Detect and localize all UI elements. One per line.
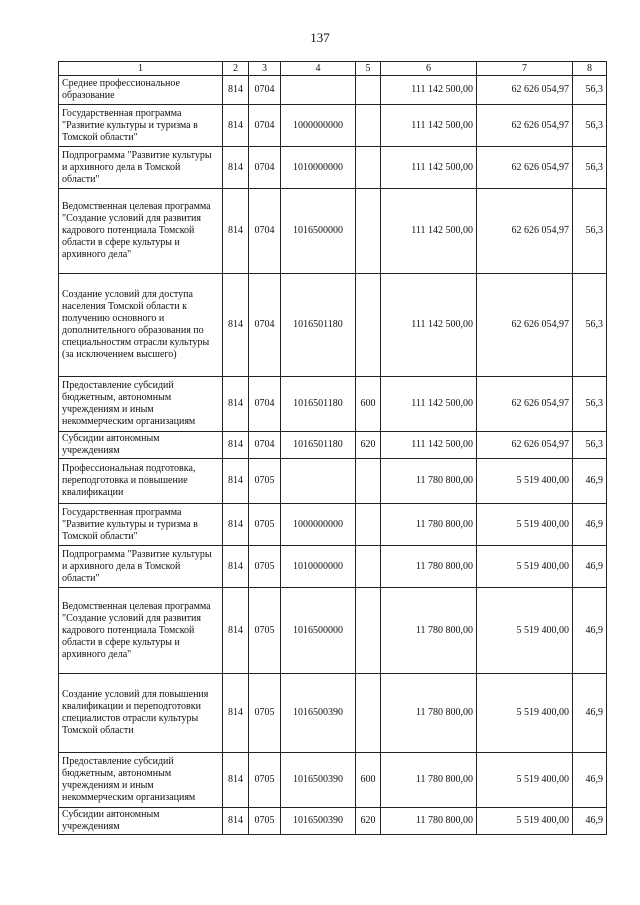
table-row xyxy=(59,76,607,105)
cell-col5 xyxy=(356,546,381,588)
row-name: Предоставление субсидий бюджетным, автономным учреждениям и иным некоммерческим организациям xyxy=(59,753,223,808)
cell-col6: 111 142 500,00 xyxy=(381,189,477,274)
cell-col3: 0705 xyxy=(249,546,281,588)
row-name: Ведомственная целевая программа "Создание условий для развития кадрового потенциала Томской области в сфере культуры и архивного дела" xyxy=(59,189,223,274)
cell-col7: 5 519 400,00 xyxy=(477,504,573,546)
cell-col6: 11 780 800,00 xyxy=(381,588,477,674)
cell-col7: 62 626 054,97 xyxy=(477,105,573,147)
cell-col6: 111 142 500,00 xyxy=(381,274,477,377)
cell-col5 xyxy=(356,588,381,674)
cell-col8: 56,3 xyxy=(573,377,607,432)
table-row xyxy=(59,753,607,808)
cell-col7: 5 519 400,00 xyxy=(477,588,573,674)
table-row xyxy=(59,808,607,835)
row-name: Создание условий для доступа населения Томской области к получению основного и дополнительного образования по специальностям отрасли культуры (за исключением высшего) xyxy=(59,274,223,377)
cell-col6: 11 780 800,00 xyxy=(381,808,477,835)
cell-col3: 0704 xyxy=(249,377,281,432)
column-header: 1 xyxy=(59,62,223,76)
row-name: Среднее профессиональное образование xyxy=(59,76,223,105)
cell-col6: 11 780 800,00 xyxy=(381,546,477,588)
budget-table xyxy=(58,61,607,835)
row-name: Профессиональная подготовка, переподготовка и повышение квалификации xyxy=(59,459,223,504)
cell-col2: 814 xyxy=(223,147,249,189)
cell-col6: 11 780 800,00 xyxy=(381,459,477,504)
row-name: Подпрограмма "Развитие культуры и архивного дела в Томской области" xyxy=(59,147,223,189)
cell-col7: 5 519 400,00 xyxy=(477,808,573,835)
cell-col2: 814 xyxy=(223,76,249,105)
cell-col4: 1016501180 xyxy=(281,274,356,377)
cell-col7: 62 626 054,97 xyxy=(477,377,573,432)
cell-col2: 814 xyxy=(223,504,249,546)
cell-col4: 1016500000 xyxy=(281,189,356,274)
cell-col7: 62 626 054,97 xyxy=(477,274,573,377)
cell-col8: 46,9 xyxy=(573,753,607,808)
page-number: 137 xyxy=(310,30,330,45)
cell-col2: 814 xyxy=(223,674,249,753)
cell-col5 xyxy=(356,674,381,753)
cell-col3: 0704 xyxy=(249,432,281,459)
cell-col6: 111 142 500,00 xyxy=(381,432,477,459)
column-header: 4 xyxy=(281,62,356,76)
cell-col8: 46,9 xyxy=(573,674,607,753)
cell-col5 xyxy=(356,76,381,105)
cell-col3: 0705 xyxy=(249,753,281,808)
cell-col7: 5 519 400,00 xyxy=(477,674,573,753)
cell-col2: 814 xyxy=(223,459,249,504)
cell-col4: 1016500000 xyxy=(281,588,356,674)
cell-col3: 0705 xyxy=(249,459,281,504)
cell-col7: 5 519 400,00 xyxy=(477,546,573,588)
cell-col7: 5 519 400,00 xyxy=(477,459,573,504)
cell-col5 xyxy=(356,189,381,274)
row-name: Государственная программа "Развитие культуры и туризма в Томской области" xyxy=(59,105,223,147)
cell-col5 xyxy=(356,105,381,147)
cell-col4: 1000000000 xyxy=(281,105,356,147)
cell-col5 xyxy=(356,504,381,546)
cell-col2: 814 xyxy=(223,546,249,588)
cell-col5: 600 xyxy=(356,753,381,808)
cell-col2: 814 xyxy=(223,808,249,835)
column-header: 3 xyxy=(249,62,281,76)
cell-col6: 111 142 500,00 xyxy=(381,147,477,189)
cell-col8: 46,9 xyxy=(573,546,607,588)
table-row xyxy=(59,459,607,504)
cell-col5 xyxy=(356,459,381,504)
cell-col3: 0704 xyxy=(249,274,281,377)
cell-col8: 46,9 xyxy=(573,504,607,546)
cell-col7: 62 626 054,97 xyxy=(477,76,573,105)
cell-col4 xyxy=(281,76,356,105)
table-row xyxy=(59,377,607,432)
cell-col4: 1000000000 xyxy=(281,504,356,546)
cell-col4: 1010000000 xyxy=(281,546,356,588)
cell-col4: 1016500390 xyxy=(281,753,356,808)
cell-col8: 46,9 xyxy=(573,459,607,504)
cell-col4: 1016501180 xyxy=(281,432,356,459)
cell-col7: 62 626 054,97 xyxy=(477,432,573,459)
cell-col8: 56,3 xyxy=(573,147,607,189)
row-name: Предоставление субсидий бюджетным, автономным учреждениям и иным некоммерческим организациям xyxy=(59,377,223,432)
cell-col4: 1016501180 xyxy=(281,377,356,432)
column-header: 8 xyxy=(573,62,607,76)
cell-col2: 814 xyxy=(223,753,249,808)
table-body xyxy=(59,76,607,835)
cell-col7: 62 626 054,97 xyxy=(477,189,573,274)
table-row xyxy=(59,546,607,588)
cell-col2: 814 xyxy=(223,105,249,147)
cell-col4 xyxy=(281,459,356,504)
cell-col5 xyxy=(356,147,381,189)
cell-col8: 46,9 xyxy=(573,588,607,674)
cell-col2: 814 xyxy=(223,189,249,274)
column-header: 5 xyxy=(356,62,381,76)
cell-col6: 11 780 800,00 xyxy=(381,674,477,753)
table-row xyxy=(59,105,607,147)
column-header: 7 xyxy=(477,62,573,76)
cell-col5: 600 xyxy=(356,377,381,432)
row-name: Государственная программа "Развитие культуры и туризма в Томской области" xyxy=(59,504,223,546)
cell-col7: 5 519 400,00 xyxy=(477,753,573,808)
table-row xyxy=(59,147,607,189)
cell-col2: 814 xyxy=(223,274,249,377)
cell-col8: 56,3 xyxy=(573,189,607,274)
cell-col2: 814 xyxy=(223,432,249,459)
cell-col8: 46,9 xyxy=(573,808,607,835)
cell-col4: 1010000000 xyxy=(281,147,356,189)
header-row xyxy=(59,62,607,76)
cell-col3: 0704 xyxy=(249,147,281,189)
cell-col2: 814 xyxy=(223,588,249,674)
table-row xyxy=(59,674,607,753)
cell-col8: 56,3 xyxy=(573,274,607,377)
cell-col3: 0704 xyxy=(249,76,281,105)
cell-col3: 0704 xyxy=(249,105,281,147)
cell-col6: 111 142 500,00 xyxy=(381,76,477,105)
cell-col3: 0705 xyxy=(249,674,281,753)
cell-col6: 11 780 800,00 xyxy=(381,753,477,808)
table-row xyxy=(59,189,607,274)
cell-col8: 56,3 xyxy=(573,432,607,459)
cell-col5 xyxy=(356,274,381,377)
cell-col3: 0704 xyxy=(249,189,281,274)
row-name: Субсидии автономным учреждениям xyxy=(59,432,223,459)
cell-col4: 1016500390 xyxy=(281,674,356,753)
row-name: Создание условий для повышения квалификации и переподготовки специалистов отрасли культуры Томской области xyxy=(59,674,223,753)
cell-col8: 56,3 xyxy=(573,76,607,105)
cell-col7: 62 626 054,97 xyxy=(477,147,573,189)
table-row xyxy=(59,588,607,674)
table-row xyxy=(59,504,607,546)
table-row xyxy=(59,274,607,377)
row-name: Субсидии автономным учреждениям xyxy=(59,808,223,835)
table-row xyxy=(59,432,607,459)
cell-col6: 111 142 500,00 xyxy=(381,105,477,147)
cell-col2: 814 xyxy=(223,377,249,432)
cell-col6: 11 780 800,00 xyxy=(381,504,477,546)
cell-col4: 1016500390 xyxy=(281,808,356,835)
row-name: Подпрограмма "Развитие культуры и архивного дела в Томской области" xyxy=(59,546,223,588)
cell-col6: 111 142 500,00 xyxy=(381,377,477,432)
cell-col3: 0705 xyxy=(249,588,281,674)
column-header: 2 xyxy=(223,62,249,76)
cell-col5: 620 xyxy=(356,432,381,459)
column-header: 6 xyxy=(381,62,477,76)
cell-col3: 0705 xyxy=(249,504,281,546)
row-name: Ведомственная целевая программа "Создание условий для развития кадрового потенциала Томской области в сфере культуры и архивного дела" xyxy=(59,588,223,674)
cell-col3: 0705 xyxy=(249,808,281,835)
cell-col5: 620 xyxy=(356,808,381,835)
cell-col8: 56,3 xyxy=(573,105,607,147)
